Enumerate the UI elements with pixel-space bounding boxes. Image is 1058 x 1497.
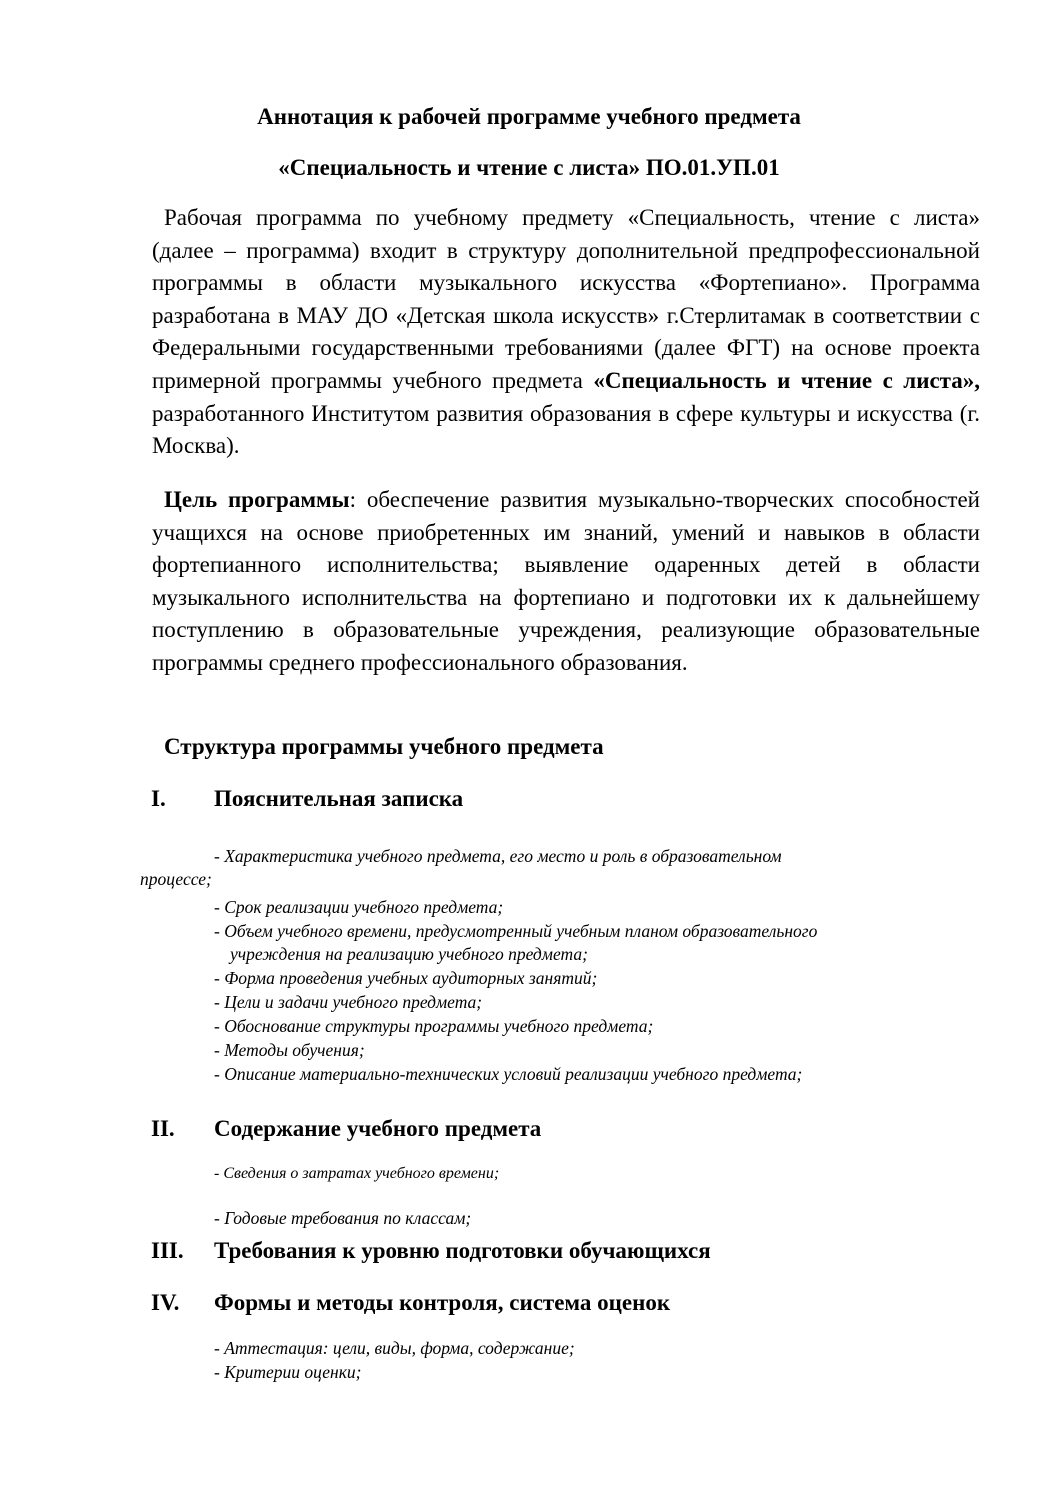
intro-subject-name: «Специальность и чтение с листа»,: [593, 367, 980, 393]
list-item: - Срок реализации учебного предмета;: [214, 897, 504, 917]
list-item: учреждения на реализацию учебного предмета;: [230, 944, 588, 964]
section-title: Содержание учебного предмета: [214, 1116, 542, 1141]
section-number: I.: [151, 786, 166, 811]
document-subtitle: «Специальность и чтение с листа» ПО.01.УП.01: [278, 155, 780, 180]
section-title: Требования к уровню подготовки обучающихся: [214, 1238, 711, 1263]
list-item: - Объем учебного времени, предусмотренный учебным планом образовательного: [214, 921, 818, 941]
list-item: - Цели и задачи учебного предмета;: [214, 992, 483, 1012]
list-item: - Годовые требования по классам;: [214, 1208, 472, 1228]
section-title: Формы и методы контроля, система оценок: [214, 1290, 671, 1315]
list-item: - Сведения о затратах учебного времени;: [214, 1165, 500, 1182]
document-title: Аннотация к рабочей программе учебного предмета: [257, 104, 801, 129]
section-number: IV.: [151, 1290, 180, 1315]
list-item: - Обоснование структуры программы учебного предмета;: [214, 1016, 654, 1036]
section-number: II.: [151, 1116, 175, 1141]
intro-paragraph: [152, 202, 980, 463]
list-item: - Форма проведения учебных аудиторных занятий;: [214, 968, 598, 988]
goal-label: Цель программы: [164, 487, 350, 512]
list-item: - Характеристика учебного предмета, его место и роль в образовательном: [214, 846, 782, 866]
list-item: - Методы обучения;: [214, 1040, 365, 1060]
section-number: III.: [151, 1238, 184, 1263]
list-item: - Критерии оценки;: [214, 1362, 362, 1382]
list-item: - Аттестация: цели, виды, форма, содержание;: [214, 1338, 575, 1358]
intro-text-part2: разработанного Институтом развития образования в сфере культуры и искусства (г. Москва).: [152, 400, 980, 459]
intro-text-part1: Рабочая программа по учебному предмету «Специальность, чтение с листа» (далее – программа) входит в структуру дополнительной предпрофессиональной программы в области музыкального искусства «Фортепиано». Программа разработана в МАУ ДО «Детская школа искусств» г.Стерлитамак в соответствии с Федеральными государственными требованиями (далее ФГТ) на основе проекта примерной программы учебного предмета: [152, 205, 980, 393]
goal-text: : обеспечение развития музыкально-творческих способностей учащихся на основе приобретенных им знаний, умений и навыков в области фортепианного исполнительства; выявление одаренных детей в области музыкального исполнительства на фортепиано и подготовки их к дальнейшему поступлению в образовательные учреждения, реализующие образовательные программы среднего профессионального образования.: [152, 487, 980, 675]
list-item: - Описание материально-технических условий реализации учебного предмета;: [214, 1064, 803, 1084]
goal-paragraph: [152, 484, 980, 680]
section-title: Пояснительная записка: [214, 786, 464, 811]
list-item: процессе;: [140, 869, 212, 889]
structure-heading: Структура программы учебного предмета: [164, 734, 604, 759]
